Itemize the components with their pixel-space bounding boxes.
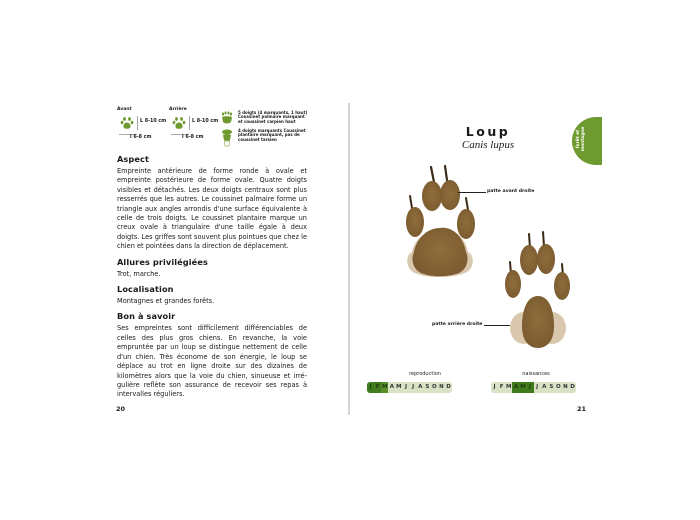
page-number-left: 20 (116, 405, 126, 413)
legend-descriptions (220, 111, 310, 151)
month-cell: J (493, 384, 496, 390)
section-heading-aspect: Aspect (117, 154, 149, 164)
month-cell: J (526, 382, 533, 393)
month-cell: M (396, 384, 402, 390)
section-heading-good-to-know: Bon à savoir (117, 311, 176, 322)
month-cell: M (519, 382, 526, 393)
species-latin-name: Canis lupus (461, 139, 515, 151)
section-text-aspect: Empreinte antérieure de forme ronde à ovale et empreinte postérieure de forme ovale. Quatre doigts visibles et détachés. Les deux doigts centraux sont plus resserrés que les autres. Le coussinet palmaire forme un triangle aux angles arrondis d'une surface équivalente à celle de trois doigts. Le coussinet plantaire marque un creux ovale à triangulaire d'une taille égale à deux doigts. Les griffes sont souvent plus pointues que chez le chien et pointées dans la direction de déplacement. (117, 167, 307, 251)
legend-front-length: L 8-10 cm (140, 119, 167, 124)
section-heading-gaits: Allures privilégiées (117, 256, 208, 267)
month-cell: J (367, 382, 374, 393)
month-cell: J (412, 384, 415, 390)
legend-rear (169, 107, 219, 140)
length-line (189, 116, 190, 130)
month-cell: S (549, 384, 554, 390)
month-cell: A (418, 384, 423, 390)
rear-foot-icon (220, 129, 234, 147)
month-cell: O (556, 384, 561, 390)
species-title: Loup (465, 124, 511, 139)
legend-front-label: Avant (117, 107, 132, 112)
length-line (137, 116, 138, 130)
legend-front-width: l 6-8 cm (130, 135, 152, 140)
legend-rear-width: l 6-8 cm (182, 135, 204, 140)
calendar-title-births: naissances (522, 371, 550, 377)
legend-front-desc: 5 doigts (4 marquants, 1 haut) Coussinet palmaire marquant et coussinet carpien haut (238, 110, 308, 124)
paw-icon (120, 116, 134, 130)
month-cell: A (542, 384, 547, 390)
legend-front (117, 107, 167, 140)
month-cell: D (446, 384, 451, 390)
rear-paw-print (500, 228, 582, 353)
month-cell: M (505, 384, 512, 390)
page-gutter-divider (348, 103, 350, 415)
month-cell: N (439, 384, 444, 390)
legend-rear-label: Arrière (169, 107, 187, 112)
calendar-births (491, 382, 576, 393)
front-paw-label: patte avant droite (487, 189, 535, 194)
month-cell: A (389, 384, 394, 390)
habitat-tab-label: forêt et montagne (576, 126, 586, 152)
paw-icon (172, 116, 186, 130)
track-legend (117, 108, 307, 150)
front-paw-print (400, 160, 490, 285)
month-cell: J (404, 384, 408, 390)
front-foot-icon (220, 111, 234, 125)
month-cell: N (563, 384, 568, 390)
section-text-good-to-know: Ses empreintes sont difficilement différenciables de celles des plus gros chiens. En revanche, la voie empruntée par un loup se distingue nettement de celle d'un chien. Très économe de son énergie, le loup se déplace au trot en ligne droite sur des dizaines de kilomètres alors que la voie du chien, sinueuse et irré-gulière reflète son assurance de recevoir ses repas à intervalles réguliers. (117, 324, 307, 399)
legend-front-desc-row (220, 111, 310, 125)
section-heading-location: Localisation (117, 284, 174, 295)
month-cell: S (425, 384, 430, 390)
month-cell: F (499, 384, 504, 390)
month-cell: D (570, 384, 575, 390)
page-number-right: 21 (577, 405, 587, 413)
legend-rear-length: L 8-10 cm (192, 119, 219, 124)
left-page (117, 108, 307, 405)
legend-rear-desc-row (220, 129, 310, 147)
calendar-title-reproduction: reproduction (409, 371, 441, 377)
month-cell: A (512, 382, 519, 393)
front-label-leader (458, 192, 486, 193)
rear-paw-label: patte arrière droite (432, 322, 483, 327)
habitat-tab (572, 117, 602, 165)
month-cell: O (432, 384, 437, 390)
month-cell: J (536, 384, 539, 390)
rear-label-leader (484, 325, 510, 326)
legend-rear-desc: 4 doigts marquants Coussinet plantaire marquant, pas de coussinet tarsien (238, 128, 306, 142)
section-text-gaits: Trot, marche. (117, 269, 161, 278)
calendar-reproduction (367, 382, 452, 393)
section-text-location: Montagnes et grandes forêts. (117, 297, 215, 306)
month-cell: M (381, 382, 388, 393)
month-cell: F (374, 382, 381, 393)
